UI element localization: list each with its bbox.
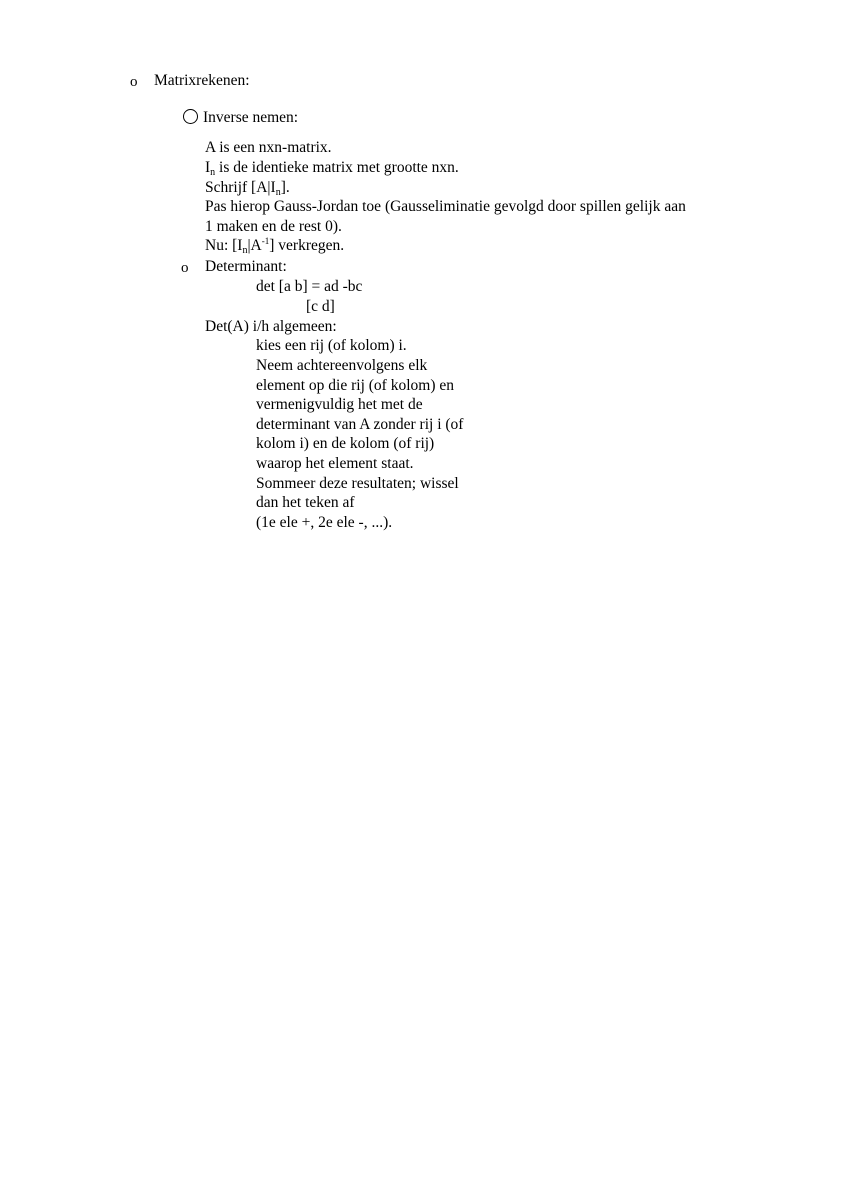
inverse-title: Inverse nemen: — [203, 109, 299, 126]
determinant-line: Neem achtereenvolgens elk — [256, 357, 428, 374]
circle-bullet-icon — [183, 109, 198, 124]
determinant-line: determinant van A zonder rij i (of — [256, 416, 464, 433]
inverse-line-6: Nu: $[I_n|A^{-1}]$ verkregen. — [205, 236, 345, 256]
determinant-line: waarop het element staat. — [256, 455, 414, 472]
determinant-title: Determinant: — [205, 258, 287, 275]
heading-matrixrekenen: Matrixrekenen: — [154, 72, 250, 89]
determinant-line: Sommeer deze resultaten; wissel — [256, 475, 459, 492]
inverse-line-1: A is een nxn-matrix. — [205, 139, 332, 156]
determinant-formula-row-1: det [a b] = ad -bc — [256, 278, 363, 295]
determinant-line: element op die rij (of kolom) en — [256, 377, 454, 394]
determinant-general-label: Det(A) i/h algemeen: — [205, 318, 337, 335]
determinant-line: dan het teken af — [256, 494, 355, 511]
determinant-line: kies een rij (of kolom) i. — [256, 337, 407, 354]
determinant-formula-row-2: [c d] — [306, 298, 335, 315]
inverse-line-3: Schrijf $[A|I_n]$. — [205, 179, 290, 198]
bullet-determinant: o — [181, 260, 189, 276]
determinant-line: (1e ele +, 2e ele -, ...). — [256, 514, 393, 531]
determinant-line: kolom i) en de kolom (of rij) — [256, 435, 435, 452]
inverse-line-2: $I_n$ is de identieke matrix met grootte nxn. — [205, 159, 459, 178]
determinant-line: vermenigvuldig het met de — [256, 396, 423, 413]
inverse-line-5: 1 maken en de rest 0). — [205, 218, 342, 235]
bullet-matrixrekenen: o — [130, 74, 138, 90]
inverse-line-4: Pas hierop Gauss-Jordan toe (Gausseliminatie gevolgd door spillen gelijk aan — [205, 198, 686, 215]
